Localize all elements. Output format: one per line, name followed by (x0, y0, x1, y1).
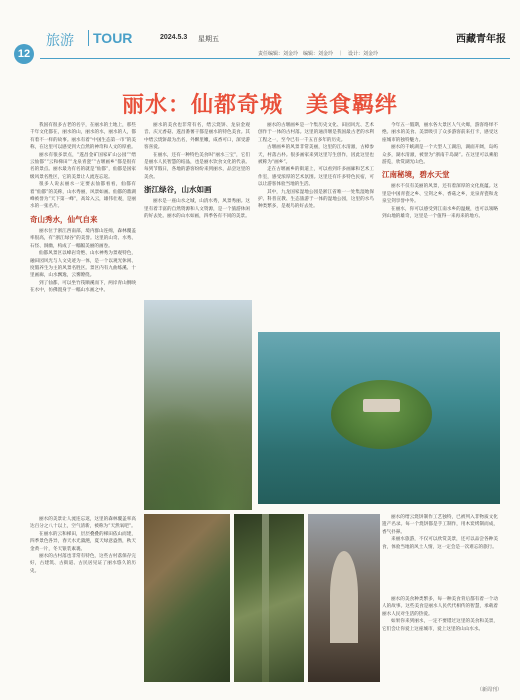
paragraph: 丽水位于浙江西南部，境内群山连绵，森林覆盖率很高，有“浙江绿谷”的美誉。这里的山奇、水秀、石怪、洞幽，构成了一幅幅美丽的画卷。 (30, 228, 136, 249)
island-shape (331, 380, 433, 449)
article-column-2 (144, 122, 250, 298)
stone-arch-photo (308, 514, 380, 682)
article-headline: 丽水：仙都奇城 美食羁绊 (121, 93, 398, 118)
paragraph: 丽水的古堰画乡是一个集历史文化、田园风光、艺术创作于一体的古村落。这里的通济堰是我国最古老的水利工程之一，至今已有一千五百多年的历史。 (258, 123, 374, 143)
paragraph: 走在古堰画乡的街道上，可以看到许多画廊和艺术工作室，感受浓厚的艺术氛围。这里还有许多特色民宿，可以让游客体验当地的生活。 (258, 167, 374, 188)
paragraph: 今年五一假期，丽水各大景区人气火爆，游客络绎不绝。丽水的美食、美景吸引了众多游客前来打卡，感受这座城市的独特魅力。 (382, 123, 498, 143)
paragraph: 丽水的美景让人流连忘返，这里的森林覆盖率高达百分之八十以上，空气清新，被称为“天然氧吧”。 (30, 517, 136, 530)
issue-weekday: 星期五 (198, 36, 219, 43)
paragraph: 其中，九龙国家湿地公园是浙江省唯一一处集湿地保护、科普宣教、生态旅游于一体的湿地公园，这里的水鸟种类繁多，是观鸟的好去处。 (258, 189, 374, 210)
paragraph: 到了仙都，可以坐竹筏顺溪而下，两岸青山倒映在水中，仿佛置身于一幅山水画之中。 (30, 280, 136, 294)
editor-credits: 责任编辑：刘金玲 编辑：刘金玲 ｜ 设计：刘金玲 (258, 51, 379, 57)
page-header (0, 0, 520, 58)
paragraph: 在丽水，你可以感受到江南水乡的温婉，也可以领略到山地的雄奇，这里是一个值得一来再来的地方。 (382, 206, 498, 220)
cliff-photo (144, 514, 230, 682)
paragraph: 丽水不仅有美丽的风景，还有着深厚的文化底蕴。这里是中国青瓷之乡、宝剑之乡、香菇之乡，龙泉青瓷和龙泉宝剑享誉中外。 (382, 184, 498, 205)
article-column-4 (382, 122, 498, 332)
newspaper-masthead: 西藏青年报 (456, 34, 506, 45)
source-note: （新周刊） (476, 687, 502, 693)
section-title-cn: 旅游 (46, 32, 74, 48)
section-subheading: 江南秘境，碧水天堂 (382, 170, 450, 180)
article-column-6 (382, 514, 498, 594)
article-column-7 (382, 596, 498, 682)
paragraph: 仙都风景区以峰岩奇绝、山水神秀为景观特色，融田园风光与人文史迹为一体，是一个以观光休闲、度假养生为主的风景名胜区。景区内有九曲练溪、十里画廊，山水飘逸，云雾缭绕。 (30, 251, 136, 279)
paragraph: 丽水的古村落也非常有特色，这些古村落保存完好，古建筑、古街道、古民居见证了丽水悠久的历史。 (30, 554, 136, 574)
paragraph: 丽水有很多景点，“遂昌金矿国家矿山公园”“缙云仙都”“云和梯田”“龙泉青瓷”“古堰画乡”都是很有名的景点。丽水最为有名的就是“仙都”，仙都是国家级风景名胜区，它的美景让人流连忘返。 (30, 152, 136, 180)
paragraph: 古堰画乡的风景非常美丽，这里的江水清澈，古樟参天，村落古朴。很多画家来到这里写生创作，因此这里也被称为“画乡”。 (258, 145, 374, 166)
section-subheading: 奇山秀水，仙气自来 (30, 214, 98, 224)
paragraph: 丽水的美食种类繁多，每一种美食背后都有着一个动人的故事。这些美食是丽水人民代代相传的智慧，承载着丽水人民对生活的热爱。 (382, 597, 498, 617)
paragraph: 丽水的美食也非常有名，缙云烧饼、龙泉金观音、庆元香菇、遂昌番薯干都是丽水的特色美食。其中缙云烧饼最为出名，外酥里嫩，咸香可口，深受游客喜爱。 (144, 123, 250, 151)
page-number: 12 (14, 44, 34, 64)
section-title-en: TOUR (88, 30, 132, 46)
paragraph: 丽水的缙云烧饼制作工艺独特，已被列入非物质文化遗产名录。每一个烧饼都是手工制作，用木炭烤制而成，香气扑鼻。 (382, 515, 498, 535)
article-column-5 (30, 516, 136, 686)
article-column-1 (30, 122, 136, 344)
paragraph: 如果你来到丽水，一定不要错过这里的美食和美景，它们会让你爱上这座城市，爱上这里的山山水水。 (382, 619, 498, 632)
header-divider (40, 58, 510, 59)
paragraph: 很多人说去丽水一定要去仙都看看，仙都有着“仙都”的美称，山水秀丽，风景如画。仙都的鼎湖峰被誉为“天下第一峰”，高耸入云，雄伟壮观，是丽水的一张名片。 (30, 182, 136, 210)
section-subheading: 浙江绿谷，山水如画 (144, 185, 212, 195)
lake-island-photo (258, 332, 500, 504)
forest-waterfall-photo (234, 514, 304, 682)
mountain-photo (144, 300, 252, 510)
article-column-3 (258, 122, 374, 332)
paragraph: 在丽水的云和梯田，层层叠叠的梯田依山而建，四季景色各异，春天水光潋滟，夏天绿意盎然，秋天金黄一片，冬天银装素裹。 (30, 531, 136, 552)
paragraph: 在丽水，还有一种特色美食叫“丽水三宝”，它们是丽水人民智慧的结晶，也是丽水饮食文化的代表。每到节假日，各地的游客纷纷来到丽水，品尝这里的美食。 (144, 152, 250, 180)
issue-date: 2024.5.3 (160, 34, 188, 41)
paragraph: 丽水是一座山水之城，山清水秀，风景秀丽。这里有着丰富的自然资源和人文资源，是一个旅游休闲的好去处。丽水的山水如画，四季各有不同的美景。 (144, 199, 250, 220)
paragraph: 我国有很多古老的名字，在丽水的土地上，那些千年文化都在，丽水的山，丽水的水，丽水的人，都有着不一样的故事。丽水有着“中国生态第一市”的美称，在这里可以感受到大自然的神奇和人文的厚重。 (30, 123, 136, 151)
paragraph: 丽水的千峡湖是一个大型人工湖泊，湖面开阔，岛屿众多，湖水清澈，被誉为“浙南千岛湖”。在这里可以乘船游览，欣赏湖光山色。 (382, 145, 498, 166)
paragraph: 来丽水旅游，不仅可以欣赏美景，还可以品尝各种美食，体验当地的风土人情，这一定会是一次难忘的旅行。 (382, 537, 498, 550)
